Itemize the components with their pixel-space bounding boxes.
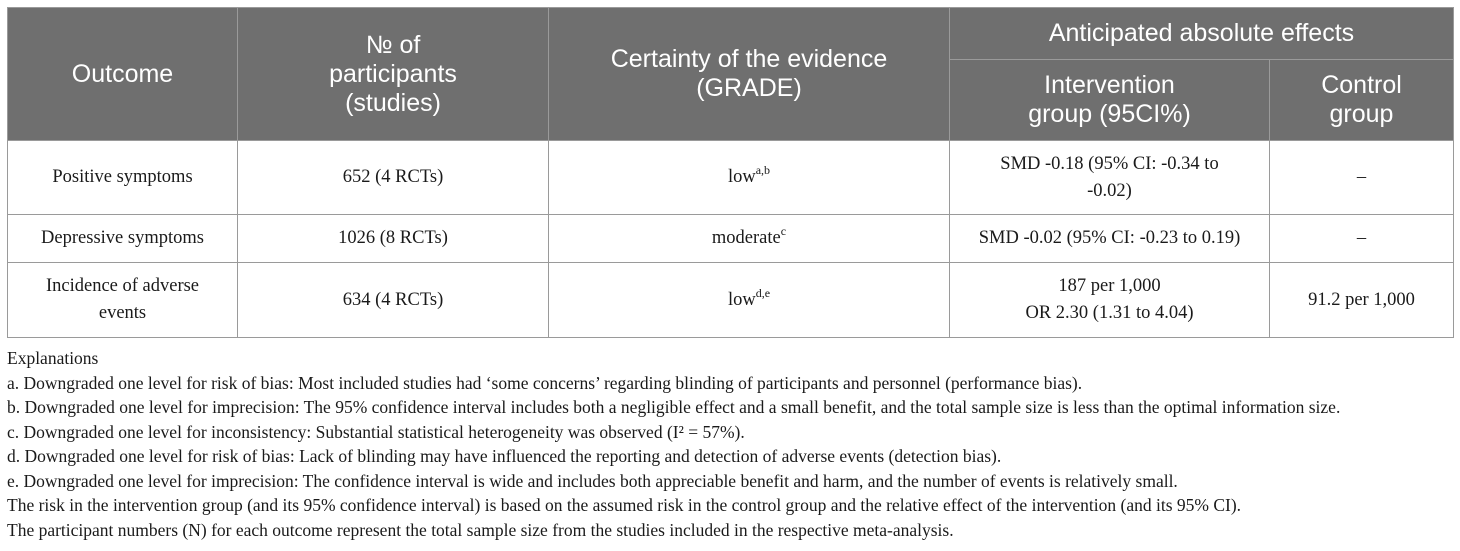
outcome-label: Incidence of adverse events <box>45 276 200 323</box>
cell-control: 91.2 per 1,000 <box>1270 263 1454 338</box>
note-participant-numbers: The participant numbers (N) for each outcome represent the total sample size from the studies included in the respective meta-analysis. <box>7 519 954 540</box>
cell-outcome: Depressive symptoms <box>8 215 238 263</box>
footnote-c: c. Downgraded one level for inconsistency: Substantial statistical heterogeneity was observed (I² = 57%). <box>7 421 745 442</box>
footnote-b: b. Downgraded one level for imprecision: The 95% confidence interval includes both a negligible effect and a small benefit, and the total sample size is less than the optimal information size. <box>7 397 1341 417</box>
table-row <box>8 141 1454 215</box>
cell-participants: 1026 (8 RCTs) <box>238 215 549 263</box>
grade-summary-table <box>7 7 1454 338</box>
cell-certainty <box>549 263 950 338</box>
cell-intervention <box>950 215 1270 263</box>
cell-control: – <box>1270 141 1454 215</box>
note-intervention-risk: The risk in the intervention group (and its 95% confidence interval) is based on the assumed risk in the control group and the relative effect of the intervention (and its 95% CI). <box>7 495 1242 515</box>
footnote-a: a. Downgraded one level for risk of bias: Most included studies had ‘some concerns’ regarding blinding of participants and personnel (performance bias). <box>7 372 1083 393</box>
cell-outcome: Positive symptoms <box>8 141 238 215</box>
header-certainty <box>549 8 950 141</box>
header-intervention-group <box>950 60 1270 141</box>
cell-control: – <box>1270 215 1454 263</box>
explanations-title: Explanations <box>7 348 99 368</box>
certainty-rating: moderate <box>711 228 781 248</box>
cell-intervention <box>950 141 1270 215</box>
certainty-rating: low <box>727 289 756 310</box>
explanations <box>7 346 1457 542</box>
intervention-effect: SMD -0.02 (95% CI: -0.23 to 0.19) <box>978 228 1241 248</box>
table-row <box>8 215 1454 263</box>
header-participants-label: № of participants (studies) <box>329 30 457 117</box>
footnote-marker: c <box>780 224 787 238</box>
cell-outcome <box>8 263 238 338</box>
cell-participants: 634 (4 RCTs) <box>238 263 549 338</box>
header-control-label: Control group <box>1321 71 1402 128</box>
cell-certainty <box>549 141 950 215</box>
header-intervention-label: Intervention group (95CI%) <box>1028 71 1191 128</box>
header-outcome: Outcome <box>8 8 238 141</box>
header-participants <box>238 8 549 141</box>
header-certainty-label: Certainty of the evidence (GRADE) <box>610 45 888 102</box>
intervention-effect: SMD -0.18 (95% CI: -0.34 to -0.02) <box>1000 153 1219 201</box>
footnote-d: d. Downgraded one level for risk of bias: Lack of blinding may have influenced the reporting and detection of adverse events (detection bias). <box>7 446 1002 466</box>
header-anticipated-effects: Anticipated absolute effects <box>950 8 1454 60</box>
footnote-marker: a,b <box>755 163 771 177</box>
cell-intervention <box>950 263 1270 338</box>
cell-certainty <box>549 215 950 263</box>
cell-participants: 652 (4 RCTs) <box>238 141 549 215</box>
table-row <box>8 263 1454 338</box>
absolute-risk: 187 per 1,000 <box>1058 276 1161 296</box>
footnote-marker: d,e <box>755 285 771 300</box>
header-control-group <box>1270 60 1454 141</box>
footnote-e: e. Downgraded one level for imprecision: The confidence interval is wide and includes both appreciable benefit and harm, and the number of events is relatively small. <box>7 470 1178 491</box>
certainty-rating: low <box>727 167 756 187</box>
odds-ratio: OR 2.30 (1.31 to 4.04) <box>1025 303 1194 323</box>
